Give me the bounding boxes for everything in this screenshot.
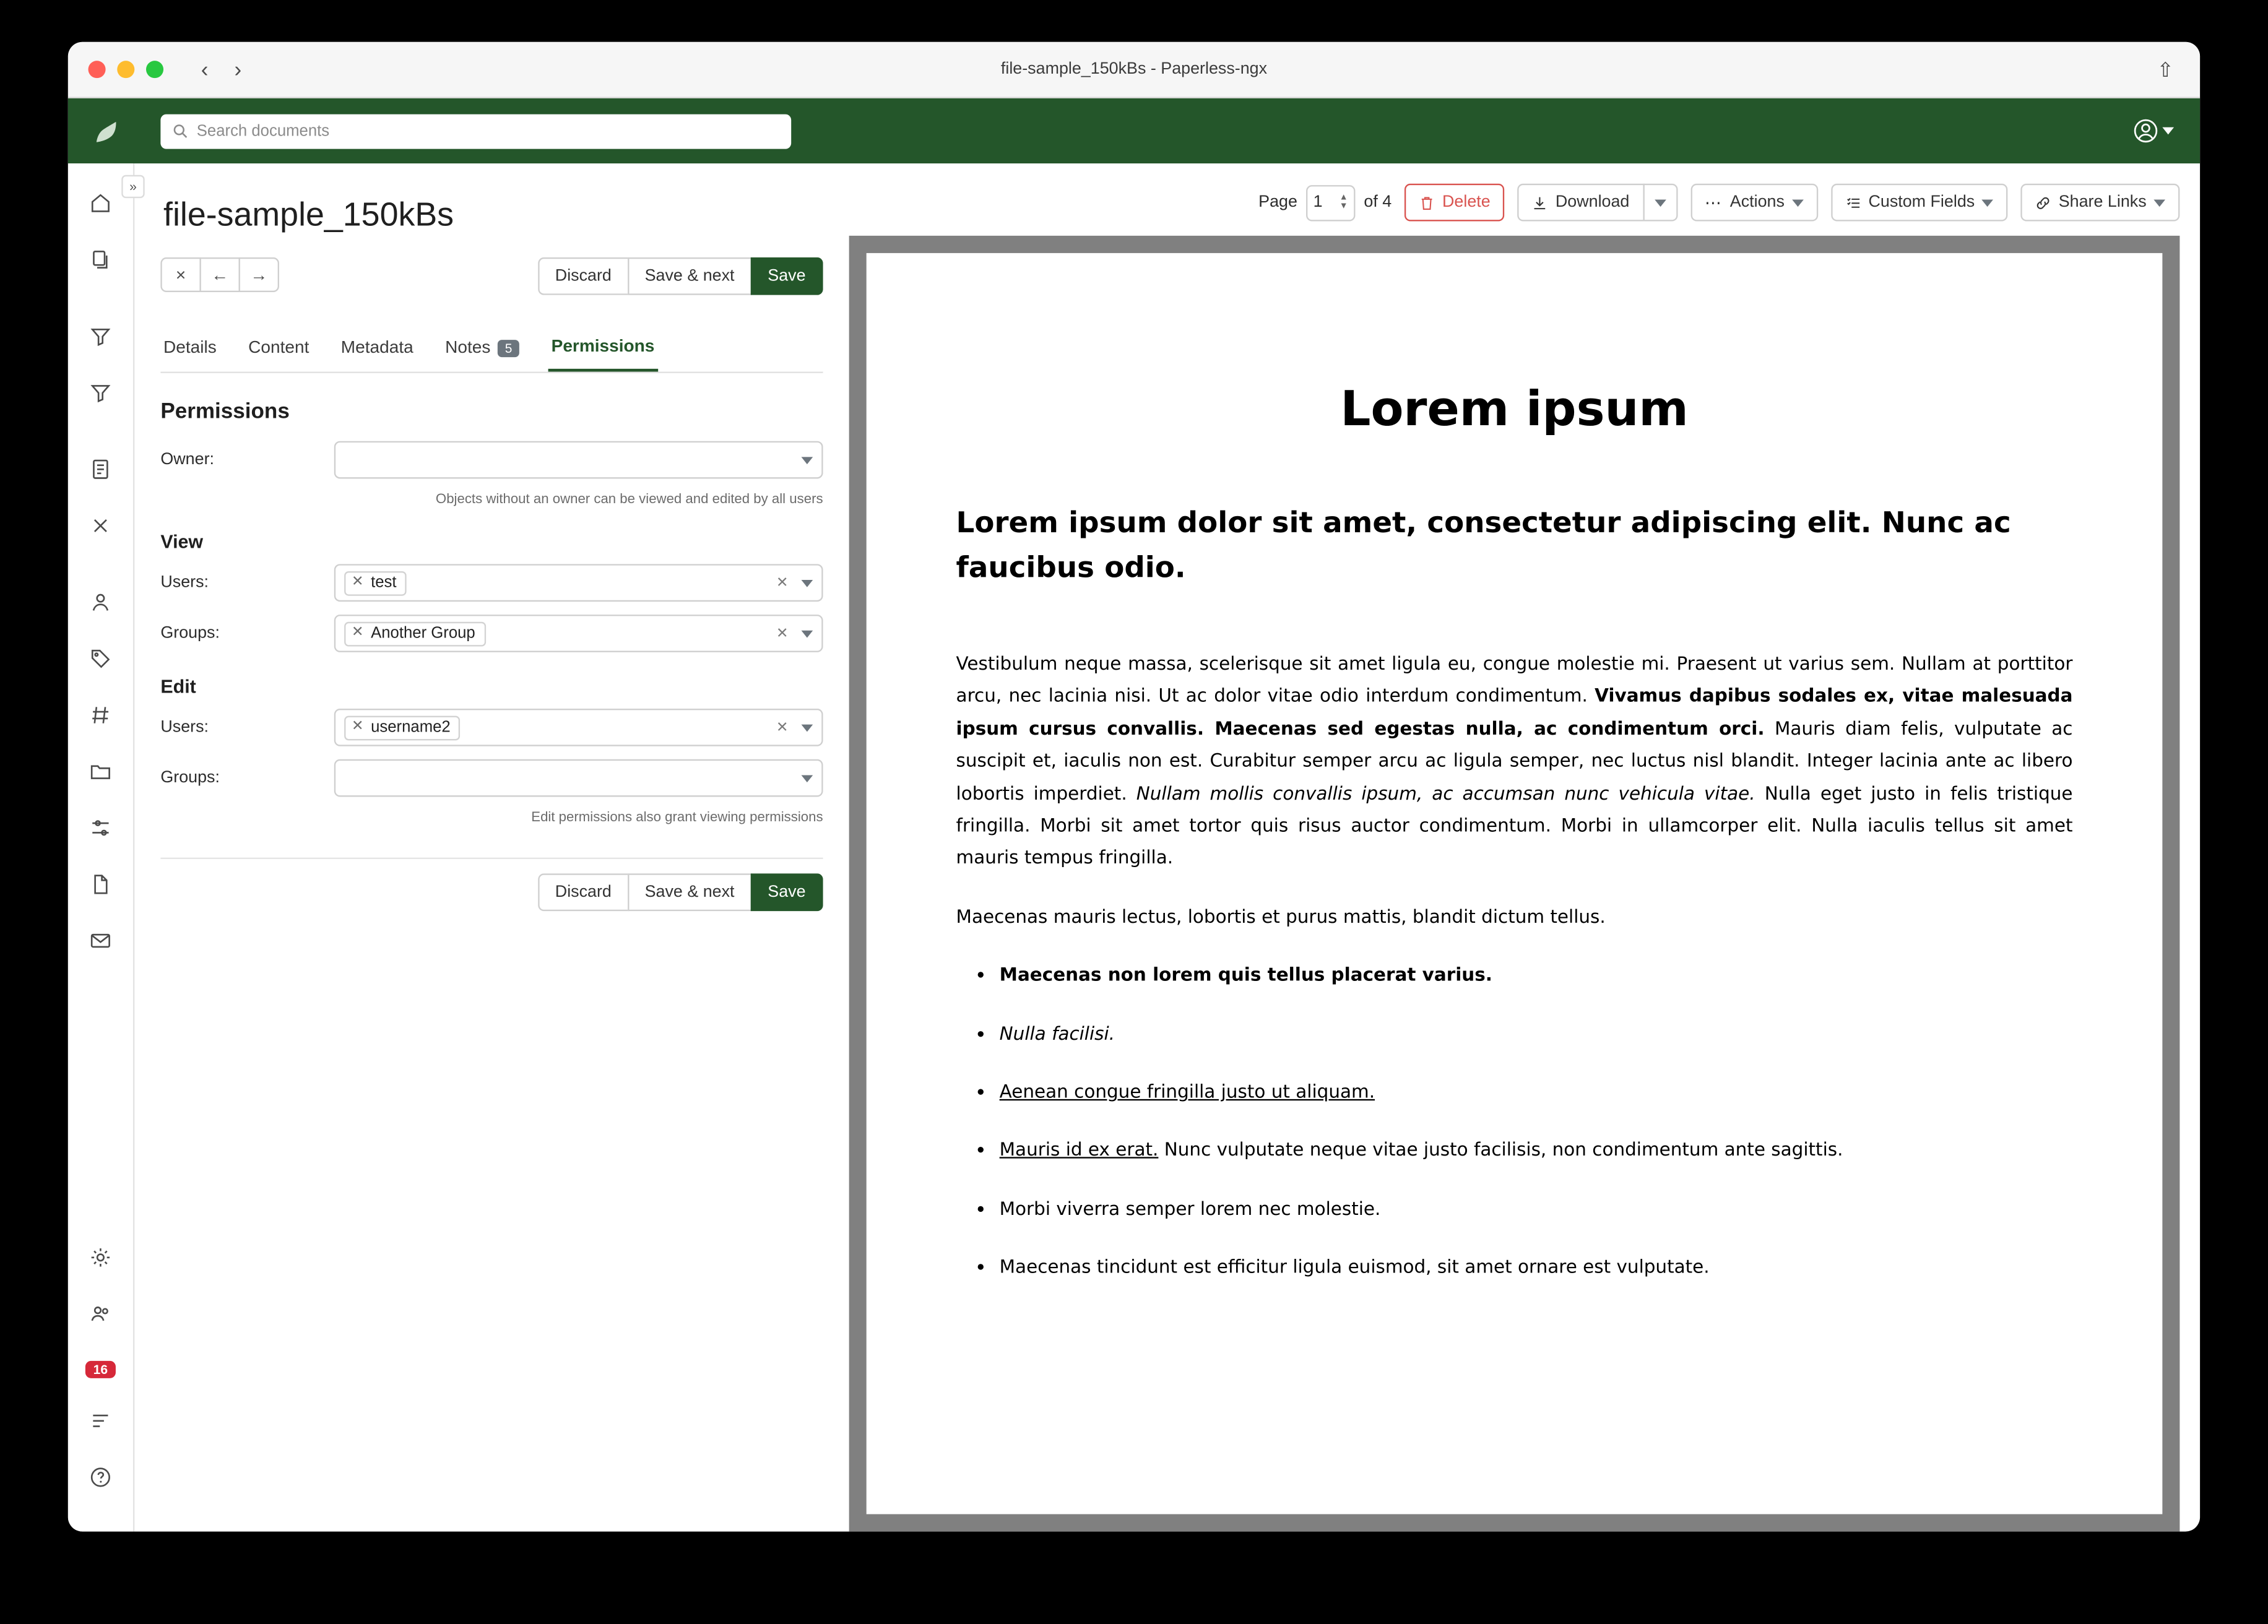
close-document-button[interactable]: × — [160, 257, 201, 292]
text-run-underline: Mauris id ex erat. — [999, 1139, 1159, 1161]
save-button[interactable]: Save — [750, 257, 823, 295]
document-tabs — [160, 327, 823, 373]
text-run: Maecenas tincidunt est efficitur ligula euismod, sit amet ornare est vulputate. — [999, 1255, 1710, 1277]
pdf-page — [867, 253, 2163, 1514]
user-menu[interactable] — [2134, 119, 2174, 144]
question-circle-icon — [90, 1466, 111, 1487]
people-icon — [90, 1302, 111, 1324]
chip[interactable] — [344, 621, 485, 646]
sidebar-collapse-button[interactable]: » — [121, 175, 144, 198]
minimize-window-button[interactable] — [117, 61, 134, 78]
permissions-heading: Permissions — [160, 399, 290, 424]
edit-users-row — [160, 709, 823, 746]
search-icon — [172, 123, 188, 139]
tab-metadata[interactable] — [338, 328, 416, 370]
page-total: of 4 — [1364, 194, 1392, 212]
download-label: Download — [1555, 194, 1630, 212]
share-links-label: Share Links — [2058, 194, 2147, 212]
sidebar-item-documentation[interactable] — [82, 1458, 119, 1495]
funnel-icon — [90, 325, 111, 347]
preview-paragraph-2: Maecenas mauris lectus, lobortis et purus mattis, blandit dictum tellus. — [956, 905, 1606, 927]
page-title: file-sample_150kBs — [163, 195, 454, 233]
chevron-down-icon[interactable] — [802, 724, 813, 732]
sidebar-item-storage-paths[interactable] — [82, 752, 119, 790]
preview-paragraph-1 — [956, 648, 2073, 875]
search-input[interactable] — [160, 113, 791, 148]
text-run: Nulla eget justo in felis tristique fringilla. Morbi sit amet tortor quis risus auctor condimentum. Morbi in ullamcorper elit. Nulla iaculis tellus sit amet mauris tempus fringilla. — [956, 782, 2073, 869]
download-button[interactable] — [1518, 184, 1644, 222]
save-and-next-button[interactable]: Save & next — [628, 257, 752, 295]
preview-toolbar — [849, 163, 2180, 236]
back-icon[interactable]: ‹ — [201, 57, 209, 82]
sidebar-item-close-all[interactable] — [82, 506, 119, 544]
list-item — [1000, 1076, 2073, 1108]
sidebar-item-dashboard[interactable] — [82, 184, 119, 222]
document-preview-pane — [849, 163, 2200, 1532]
sidebar-item-file-tasks[interactable] — [82, 865, 119, 902]
save-actions-bottom — [539, 873, 823, 911]
list-item — [1000, 1134, 2073, 1167]
chip-remove-icon[interactable]: ✕ — [351, 624, 364, 641]
custom-fields-label: Custom Fields — [1868, 194, 1975, 212]
funnel-icon — [90, 381, 111, 403]
chevron-down-icon[interactable] — [1792, 199, 1804, 206]
chevron-down-icon[interactable] — [1654, 199, 1666, 206]
chip-remove-icon[interactable]: ✕ — [351, 719, 364, 735]
delete-label: Delete — [1442, 194, 1491, 212]
edit-groups-label: Groups: — [160, 769, 220, 787]
notes-count-badge: 5 — [498, 340, 519, 357]
tab-content[interactable] — [246, 328, 313, 370]
sidebar-item-document-types[interactable] — [82, 696, 119, 733]
view-groups-label: Groups: — [160, 624, 220, 642]
save-and-next-button-bottom[interactable]: Save & next — [628, 873, 752, 911]
divider — [160, 858, 823, 859]
clear-icon[interactable]: ✕ — [776, 625, 789, 642]
owner-row — [160, 441, 823, 479]
sidebar-item-saved-views-2[interactable] — [82, 373, 119, 411]
tab-notes[interactable] — [442, 328, 522, 370]
chip-remove-icon[interactable]: ✕ — [351, 574, 364, 590]
sidebar-item-settings[interactable] — [82, 1238, 119, 1276]
chip-label: test — [371, 573, 397, 591]
download-options-button[interactable] — [1642, 184, 1677, 222]
text-run: Morbi viverra semper lorem nec molestie. — [999, 1197, 1381, 1219]
download-split-button — [1518, 184, 1677, 222]
search-placeholder: Search documents — [196, 122, 330, 140]
chevron-down-icon[interactable] — [1982, 199, 1994, 206]
list-item — [1000, 1017, 2073, 1050]
sidebar-item-correspondents[interactable] — [82, 583, 119, 621]
copy-icon — [90, 248, 111, 270]
chevron-down-icon[interactable] — [802, 456, 813, 464]
chevron-down-icon[interactable] — [802, 774, 813, 782]
page-input[interactable] — [1306, 184, 1355, 220]
window-title: file-sample_150kBs - Paperless-ngx — [1000, 61, 1268, 79]
close-window-button[interactable] — [89, 61, 106, 78]
chip[interactable] — [344, 715, 461, 740]
trash-icon — [1419, 194, 1435, 210]
discard-button-bottom[interactable]: Discard — [538, 873, 629, 911]
edit-groups-select[interactable] — [334, 759, 823, 797]
actions-button[interactable] — [1690, 184, 1818, 222]
window-titlebar — [68, 42, 2200, 98]
sidebar-item-logs[interactable] — [82, 1401, 119, 1439]
page-label: Page — [1258, 194, 1297, 212]
text-run: Vestibulum neque massa, scelerisque sit amet ligula eu, congue molestie mi. Praesent ut varius sem. Nullam at porttitor arcu, nec lacinia nisi. Ut ac dolor vitae odio interdum condimentum. — [956, 652, 2073, 707]
list-item — [1000, 1193, 2073, 1225]
leaf-icon[interactable] — [89, 112, 126, 150]
sidebar-item-open-documents[interactable] — [82, 450, 119, 488]
chevron-down-icon[interactable] — [2162, 127, 2174, 135]
tab-label: Details — [163, 337, 217, 358]
discard-button[interactable]: Discard — [538, 257, 629, 295]
list-item — [1000, 1251, 2073, 1284]
app-window — [68, 42, 2200, 1532]
document-nav-buttons — [160, 257, 279, 292]
download-icon — [1532, 194, 1548, 210]
sidebar-item-saved-views-1[interactable] — [82, 317, 119, 355]
tag-icon — [90, 647, 111, 669]
tab-details[interactable] — [160, 328, 219, 370]
sidebar-item-custom-fields[interactable] — [82, 808, 119, 846]
text-run-underline: Aenean congue fringilla justo ut aliquam. — [999, 1080, 1375, 1102]
tab-label: Permissions — [551, 335, 655, 356]
file-earmark-icon — [90, 873, 111, 894]
page-value: 1 — [1313, 194, 1323, 212]
person-icon — [90, 591, 111, 613]
user-circle-icon — [2134, 119, 2158, 144]
chevron-down-icon[interactable] — [2153, 199, 2165, 206]
save-button-bottom[interactable]: Save — [750, 873, 823, 911]
owner-select[interactable] — [334, 441, 823, 479]
edit-users-select[interactable] — [334, 709, 823, 746]
chevron-down-icon[interactable] — [802, 630, 813, 637]
view-users-select[interactable] — [334, 564, 823, 602]
sidebar-item-tags[interactable] — [82, 639, 119, 677]
chip-label: username2 — [371, 718, 451, 736]
home-icon — [90, 192, 111, 214]
text-run-italic: Nullam mollis convallis ipsum, ac accumsan nunc vehicula vitae. — [1136, 782, 1755, 804]
preview-bullet-list — [956, 959, 2073, 1284]
forward-icon[interactable]: › — [234, 57, 242, 82]
next-document-button[interactable]: → — [239, 257, 279, 292]
list-item — [1000, 959, 2073, 991]
envelope-icon — [90, 929, 111, 951]
view-users-row — [160, 564, 823, 602]
folder-icon — [90, 760, 111, 782]
view-groups-row — [160, 615, 823, 652]
save-actions-top — [539, 257, 823, 295]
owner-helper-text: Objects without an owner can be viewed and edited by all users — [435, 491, 823, 508]
chip[interactable] — [344, 571, 407, 595]
tab-label: Content — [248, 337, 309, 358]
share-icon[interactable]: ⇧ — [2157, 57, 2175, 80]
sidebar — [68, 163, 137, 1532]
file-text-icon — [90, 458, 111, 480]
hash-icon — [90, 704, 111, 725]
page-control — [1258, 184, 1392, 220]
window-controls[interactable] — [89, 61, 164, 78]
app-header — [68, 98, 2200, 163]
tab-label: Notes — [445, 337, 491, 358]
link-icon — [2035, 194, 2051, 210]
tab-label: Metadata — [340, 337, 413, 358]
edit-groups-row — [160, 759, 823, 797]
clear-icon[interactable]: ✕ — [776, 719, 789, 736]
share-links-button[interactable] — [2021, 184, 2179, 222]
edit-users-label: Users: — [160, 719, 209, 736]
chip-label: Another Group — [371, 624, 475, 642]
view-users-label: Users: — [160, 574, 209, 592]
previous-document-button[interactable]: ← — [199, 257, 240, 292]
view-heading: View — [160, 530, 204, 553]
list-check-icon — [1845, 194, 1861, 210]
preview-subheading: Lorem ipsum dolor sit amet, consectetur adipiscing elit. Nunc ac faucibus odio. — [956, 504, 2011, 585]
sidebar-item-mail[interactable] — [82, 921, 119, 959]
sliders-icon — [90, 816, 111, 838]
sidebar-item-documents[interactable] — [82, 240, 119, 278]
list-icon — [90, 1409, 111, 1431]
text-run-italic: Nulla facilisi. — [999, 1022, 1115, 1044]
sidebar-item-users-groups[interactable] — [82, 1294, 119, 1332]
document-edit-pane — [134, 163, 849, 1532]
edit-heading: Edit — [160, 675, 196, 698]
preview-heading: Lorem ipsum — [1340, 380, 1689, 437]
x-icon — [91, 516, 110, 534]
chevron-down-icon[interactable] — [802, 579, 813, 587]
view-groups-select[interactable] — [334, 615, 823, 652]
ellipsis-icon: ⋯ — [1704, 195, 1723, 213]
clear-icon[interactable]: ✕ — [776, 574, 789, 591]
text-run: Mauris diam felis, vulputate ac suscipit et, iaculis non est. Curabitur semper arcu ac ligula semper, nec luctus nisl blandit. Integer lacinia ante ac libero lobortis imperdiet. — [956, 717, 2073, 804]
gear-icon — [90, 1246, 111, 1268]
actions-label: Actions — [1729, 194, 1785, 212]
edit-helper-text: Edit permissions also grant viewing permissions — [531, 810, 823, 826]
text-run-bold: Maecenas non lorem quis tellus placerat varius. — [999, 963, 1492, 985]
delete-button[interactable] — [1405, 184, 1505, 222]
text-run-bold: Vivamus dapibus sodales ex, vitae malesuada ipsum cursus convallis. Maecenas sed egestas nulla, ac condimentum orci. — [956, 685, 2073, 739]
tab-permissions[interactable] — [548, 327, 657, 371]
custom-fields-button[interactable] — [1831, 184, 2008, 222]
text-run: Nunc vulputate neque vitae justo facilisis, non condimentum ante sagittis. — [1158, 1139, 1843, 1161]
page-stepper[interactable]: ▲ ▼ — [1339, 194, 1348, 212]
owner-label: Owner: — [160, 451, 215, 469]
pdf-viewer[interactable] — [849, 236, 2180, 1532]
maximize-window-button[interactable] — [146, 61, 163, 78]
tasks-badge: 16 — [86, 1361, 115, 1378]
sidebar-item-tasks[interactable] — [82, 1350, 119, 1388]
